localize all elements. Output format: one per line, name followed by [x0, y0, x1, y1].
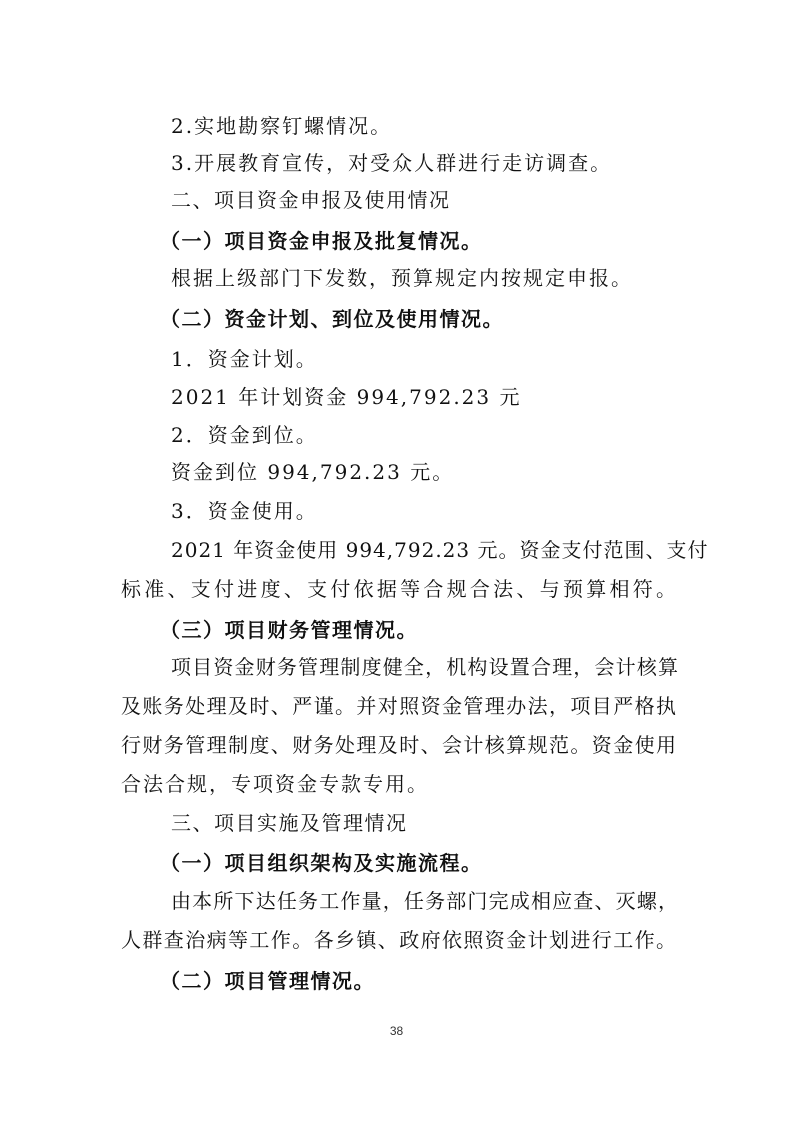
body-paragraph: 行财务管理制度、财务处理及时、会计核算规范。资金使用: [121, 733, 677, 757]
body-paragraph: 标准、支付进度、支付依据等合规合法、与预算相符。: [121, 577, 677, 601]
body-paragraph: 2.实地勘察钉螺情况。: [171, 114, 393, 138]
body-paragraph: 2021 年资金使用 994,792.23 元。资金支付范围、支付: [171, 538, 709, 562]
section-heading: 三、项目实施及管理情况: [171, 811, 408, 835]
body-paragraph: 人群查治病等工作。各乡镇、政府依照资金计划进行工作。: [121, 928, 677, 952]
subsection-heading: （一）项目组织架构及实施流程。: [160, 851, 483, 875]
subsection-heading: （二）项目管理情况。: [160, 969, 375, 993]
body-paragraph: 3．资金使用。: [171, 499, 318, 523]
body-paragraph: 合法合规，专项资金专款专用。: [121, 772, 429, 796]
page-number: 38: [389, 1024, 404, 1038]
subsection-heading: （一）项目资金申报及批复情况。: [160, 229, 483, 253]
body-paragraph: 资金到位 994,792.23 元。: [171, 460, 455, 484]
subsection-heading: （三）项目财务管理情况。: [160, 618, 418, 642]
section-heading: 二、项目资金申报及使用情况: [171, 188, 451, 212]
body-paragraph: 根据上级部门下发数，预算规定内按规定申报。: [171, 266, 633, 290]
subsection-heading: （二）资金计划、到位及使用情况。: [160, 307, 504, 331]
body-paragraph: 由本所下达任务工作量，任务部门完成相应查、灭螺，: [171, 889, 679, 913]
body-paragraph: 3.开展教育宣传，对受众人群进行走访调查。: [171, 151, 613, 175]
body-paragraph: 1．资金计划。: [171, 347, 318, 371]
body-paragraph: 项目资金财务管理制度健全，机构设置合理，会计核算: [171, 655, 679, 679]
body-paragraph: 及账务处理及时、严谨。并对照资金管理办法，项目严格执: [121, 694, 677, 718]
body-paragraph: 2021 年计划资金 994,792.23 元: [171, 385, 522, 409]
body-paragraph: 2．资金到位。: [171, 423, 318, 447]
